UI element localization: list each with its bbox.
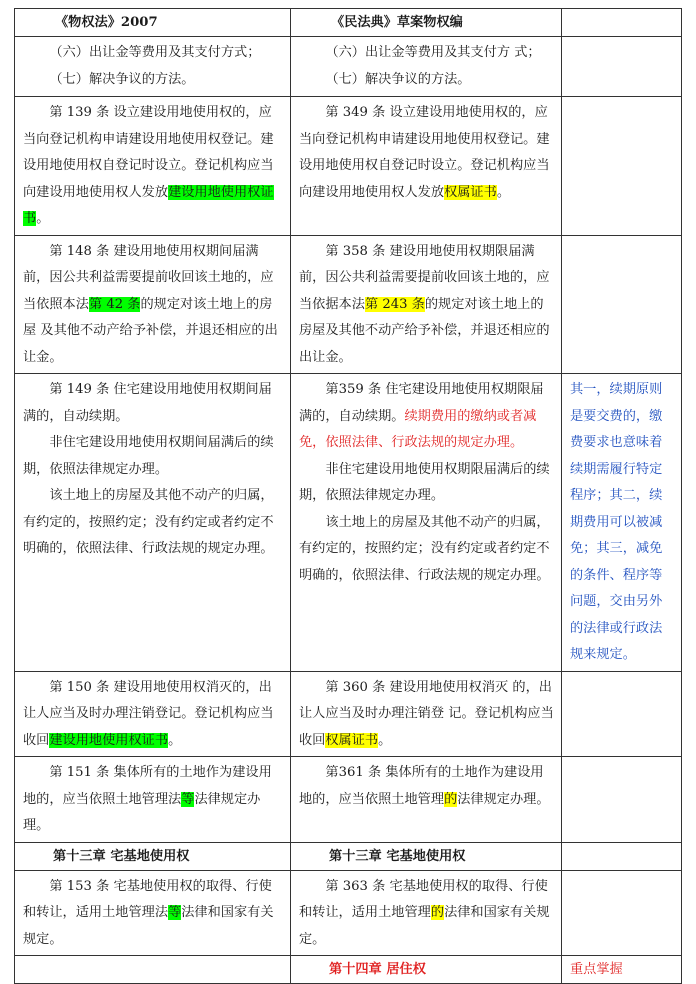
old-law-cell: [15, 671, 291, 757]
note-cell: 其一，续期原则是要交费的，缴费要求也意味着续期需履行特定程序；其二，续期费用可以被减免；其三，减免的条件、程序等问题，交由另外的法律或行政法规来规定。: [562, 374, 682, 672]
civil-code-cell: [291, 757, 562, 843]
clause-text: 法律和国家有关规定。: [299, 905, 550, 947]
clause-text: 非住宅建设用地使用权期限届满后的续期，依照法律规定办理。: [299, 461, 550, 503]
civil-code-cell: [291, 374, 562, 672]
clause-text: 非住宅建设用地使用权期间届满后的续期，依照法律规定办理。: [23, 435, 274, 477]
clause-text: 第 358 条 建设用地使用权期限届满前，因公共利益需要提前收回该土地的，应当依据本法: [299, 243, 550, 312]
highlighted-change: 等: [181, 791, 195, 807]
highlighted-change: 权属证书: [325, 732, 379, 748]
civil-code-cell: [291, 97, 562, 236]
table-row: [15, 671, 682, 757]
highlighted-change: 的: [444, 791, 458, 807]
comparison-table: [14, 8, 682, 984]
note-cell: [562, 235, 682, 374]
header-civil-code: 《民法典》草案物权编: [291, 9, 562, 37]
note-cell: [562, 97, 682, 236]
clause-text: 第 151 条 集体所有的土地作为建设用地的，应当依照土地管理法: [23, 765, 272, 807]
highlighted-change: 等: [168, 905, 182, 920]
clause-text: 的规定对该土地上的 房屋及其他不动产给予补偿，并退还相应的出让金。: [299, 296, 550, 365]
note-cell: [562, 757, 682, 843]
old-law-cell: [15, 97, 291, 236]
clause-text: 第361 条 集体所有的土地作为建设用地的，应当依照土地管理: [299, 765, 544, 807]
highlighted-change: 建设用地使用权证书: [49, 732, 169, 748]
header-old-law: 《物权法》2007: [15, 9, 291, 37]
chapter-heading: 第十三章 宅基地使用权: [15, 842, 291, 870]
highlighted-change: 权属证书: [444, 184, 497, 200]
highlighted-change: 第 42 条: [88, 296, 141, 312]
old-law-cell: [15, 235, 291, 374]
highlighted-change: 的: [430, 905, 445, 920]
civil-code-cell: [291, 235, 562, 374]
old-law-cell: [15, 870, 291, 956]
civil-code-cell: [291, 671, 562, 757]
table-row: [15, 97, 682, 236]
clause-text: （七）解决争议的方法。: [49, 71, 195, 87]
civil-code-cell: [291, 37, 562, 97]
added-text: 续期费用的缴纳或者减免，依照法律、行政法规的规定办理。: [299, 408, 537, 450]
clause-text: （六）出让金等费用及其支付方式；: [49, 45, 261, 60]
header-notes: [562, 9, 682, 37]
highlighted-change: 第 243 条: [364, 296, 425, 312]
note-cell: 重点掌握: [562, 956, 682, 984]
table-row: [15, 757, 682, 843]
clause-text: 。: [168, 732, 182, 748]
table-row: [15, 374, 682, 672]
table-row: [15, 235, 682, 374]
clause-text: 第 153 条 宅基地使用权的取得、行使和转让，适用土地管理法: [23, 878, 272, 920]
clause-text: 的规定对该土地上的房屋 及其他不动产给予补偿，并退还相应的出让金。: [23, 296, 278, 365]
note-cell: [562, 37, 682, 97]
clause-text: 该土地上的房屋及其他不动产的归属，有约定的，按照约定；没有约定或者约定不明确的，依照法律、行政法规的规定办理。: [23, 488, 274, 556]
clause-text: 第 360 条 建设用地使用权消灭 的，出让人应当及时办理注销登 记。登记机构应当收回: [299, 679, 554, 748]
clause-text: 第 349 条 设立建设用地使用权的，应当向登记机构申请建设用地使用权登记。建设用地使用权自登记时设立。登记机构应当向建设用地使用权人发放: [299, 105, 550, 200]
clause-text: 。: [496, 184, 510, 200]
clause-text: （七）解决争议的方法。: [325, 71, 471, 87]
clause-text: 第 149 条 住宅建设用地使用权期间届满的，自动续期。: [23, 382, 272, 424]
clause-text: 第359 条 住宅建设用地使用权期限届满的，自动续期。: [299, 382, 544, 424]
clause-text: 。: [36, 211, 50, 226]
clause-text: 法律和国家有关规定。: [23, 905, 274, 947]
highlighted-change: 建设用地使用权证书: [23, 184, 274, 226]
civil-code-cell: [291, 870, 562, 956]
old-law-cell: [15, 757, 291, 843]
clause-text: （六）出让金等费用及其支付方 式；: [325, 45, 541, 60]
old-law-cell: [15, 374, 291, 672]
clause-text: 该土地上的房屋及其他不动产的归属，有约定的，按照约定；没有约定或者约定不明确的，依照法律、行政法规的规定办理。: [299, 514, 550, 583]
clause-text: 法律规定办理。: [457, 791, 550, 807]
clause-text: 法律规定办理。: [23, 791, 261, 833]
clause-text: 第 150 条 建设用地使用权消灭的，出让人应当及时办理注销登记。登记机构应当收回: [23, 679, 274, 748]
note-cell: [562, 870, 682, 956]
header-row: [15, 9, 682, 37]
table-row: [15, 37, 682, 97]
note-cell: [562, 842, 682, 870]
clause-text: 第 363 条 宅基地使用权的取得、行使和转让，适用土地管理: [299, 878, 548, 920]
table-row: [15, 870, 682, 956]
chapter-heading: 第十四章 居住权: [291, 956, 562, 984]
old-law-cell: [15, 37, 291, 97]
chapter-heading: 第十三章 宅基地使用权: [291, 842, 562, 870]
clause-text: 第 148 条 建设用地使用权期间届满前，因公共利益需要提前收回该土地的，应当依照本法: [23, 243, 274, 312]
clause-text: 。: [378, 732, 392, 748]
note-cell: [562, 671, 682, 757]
chapter-row: [15, 842, 682, 870]
chapter-row: [15, 956, 682, 984]
clause-text: 第 139 条 设立建设用地使用权的，应当向登记机构申请建设用地使用权登记。建设用地使用权自登记时设立。登记机构应当向建设用地使用权人发放: [23, 105, 274, 200]
old-law-cell: [15, 956, 291, 984]
